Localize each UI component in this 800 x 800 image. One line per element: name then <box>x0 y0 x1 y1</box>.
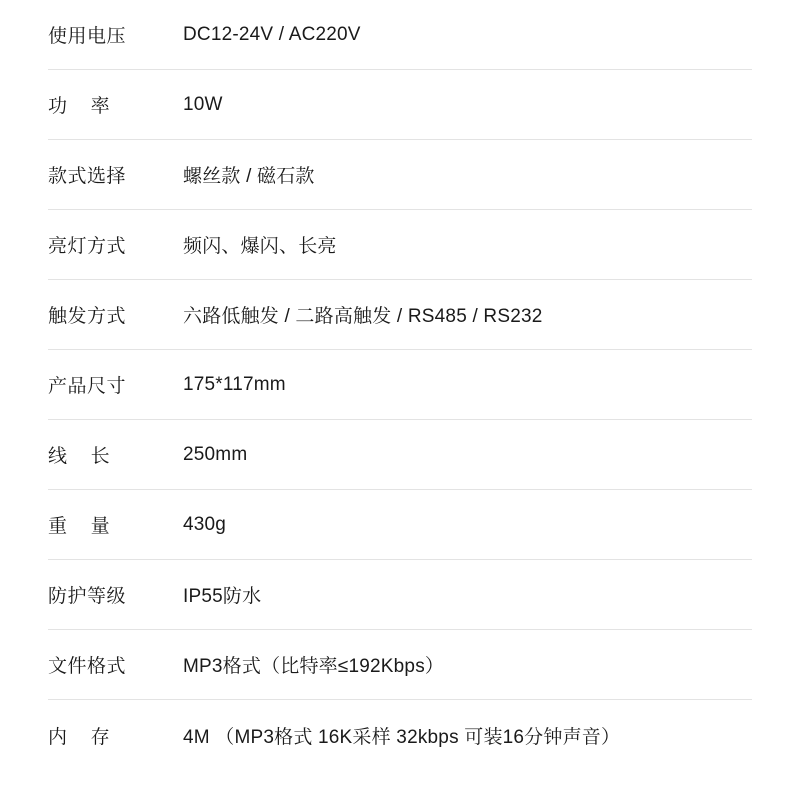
spec-label: 重 量 <box>48 516 111 537</box>
spec-value: 175*117mm <box>183 373 286 395</box>
table-row <box>48 350 752 420</box>
table-row <box>48 490 752 560</box>
spec-value: MP3格式（比特率≤192Kbps） <box>183 656 445 677</box>
spec-value: DC12-24V / AC220V <box>183 23 361 45</box>
spec-label: 文件格式 <box>48 656 127 677</box>
spec-value: 10W <box>183 93 223 115</box>
spec-value: 频闪、爆闪、长亮 <box>183 236 337 257</box>
spec-value: IP55防水 <box>183 586 262 607</box>
spec-label: 亮灯方式 <box>48 236 127 257</box>
table-row <box>48 70 752 140</box>
spec-label: 款式选择 <box>48 166 127 187</box>
spec-label: 产品尺寸 <box>48 376 127 397</box>
spec-value: 六路低触发 / 二路高触发 / RS485 / RS232 <box>183 306 543 327</box>
spec-label: 功 率 <box>48 96 111 117</box>
table-row <box>48 140 752 210</box>
spec-label: 使用电压 <box>48 26 127 47</box>
table-row <box>48 630 752 700</box>
table-row <box>48 700 752 770</box>
spec-label: 线 长 <box>48 446 111 467</box>
spec-value: 螺丝款 / 磁石款 <box>183 166 315 187</box>
spec-label: 触发方式 <box>48 306 127 327</box>
spec-value: 430g <box>183 513 227 535</box>
table-row <box>48 210 752 280</box>
table-row <box>48 280 752 350</box>
table-row <box>48 560 752 630</box>
spec-value: 250mm <box>183 443 248 465</box>
spec-value: 4M （MP3格式 16K采样 32kbps 可装16分钟声音） <box>183 726 621 748</box>
spec-label: 内 存 <box>48 726 111 748</box>
table-row <box>48 0 752 70</box>
table-row <box>48 420 752 490</box>
spec-label: 防护等级 <box>48 586 127 607</box>
